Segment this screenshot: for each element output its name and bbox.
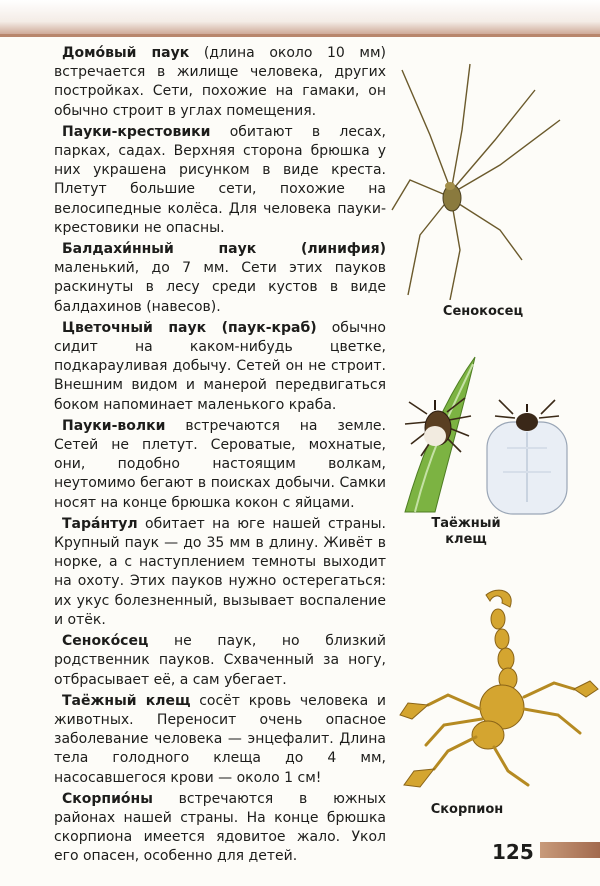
caption-harvestman: Сенокосец xyxy=(442,304,524,319)
page-number: 125 xyxy=(492,840,534,864)
body-harvestman: не паук, но близкий родственник пауков. Схваченный за ногу, отбрасывает её, а сам убегает. xyxy=(54,633,386,688)
paragraph-cross-spider xyxy=(54,123,386,238)
page-header-band xyxy=(0,0,600,36)
body-wolf-spider: встречаются на земле. Сетей не плетут. Сероватые, мохнатые, они, подобно настоящим волкам, неутомимо бегают в поисках добычи. Самки носят на конце брюшка кокон с яйцами. xyxy=(54,417,386,511)
body-tick: сосёт кровь человека и животных. Переносит очень опасное заболевание человека — энцефалит. Длина тела голодного клеща до 4 мм, насосавшегося крови — около 1 см! xyxy=(54,692,386,786)
term-house-spider: Домо́вый паук xyxy=(62,45,190,61)
text-column xyxy=(54,44,386,869)
paragraph-house-spider xyxy=(54,44,386,121)
body-house-spider: (длина около 10 мм) встречается в жилище человека, других постройках. Сети, похожие на гамаки, он обычно строит в углах помещения. xyxy=(54,45,386,119)
term-tick: Таёжный клещ xyxy=(62,692,191,709)
paragraph-harvestman xyxy=(54,632,386,690)
paragraph-tarantula xyxy=(54,515,386,630)
caption-tick-line2: клещ xyxy=(445,532,487,547)
term-scorpion: Скорпио́ны xyxy=(62,790,153,807)
paragraph-crab-spider xyxy=(54,319,386,415)
body-scorpion: встречаются в южных районах нашей страны. На конце брюшка скорпиона имеется ядовитое жало. Укол его опасен, особенно для детей. xyxy=(54,790,386,865)
body-crab-spider: обычно сидит на каком-нибудь цветке, подкарауливая добычу. Сетей он не строит. Внешним видом и манерой передвигаться боком напоминает маленького краба. xyxy=(54,319,386,413)
caption-tick xyxy=(416,516,516,548)
caption-tick-line1: Таёжный xyxy=(431,516,501,531)
tick-illustration xyxy=(395,352,600,517)
harvestman-illustration xyxy=(390,60,600,300)
term-wolf-spider: Пауки-волки xyxy=(62,417,166,434)
paragraph-wolf-spider xyxy=(54,417,386,513)
caption-scorpion: Скорпион xyxy=(430,802,504,817)
body-tarantula: обитает на юге нашей страны. Крупный паук — до 35 мм в длину. Живёт в норке, а с наступлением темноты выходит на охоту. Этих пауков нужно остерегаться: их укус болезненный, вызывает воспаление и отёк. xyxy=(54,515,386,628)
paragraph-linyphia xyxy=(54,240,386,317)
term-linyphia: Балдахи́нный паук (линифия) xyxy=(62,241,386,258)
paragraph-tick xyxy=(54,692,386,788)
header-rule xyxy=(0,34,600,37)
body-cross-spider: обитают в лесах, парках, садах. Верхняя сторона брюшка у них украшена рисунком в виде креста. Плетут большие сети, похожие на велосипедные колёса. Для человека пауки-крестовики не опасны. xyxy=(54,123,386,236)
term-crab-spider: Цветочный паук (паук-краб) xyxy=(62,319,317,336)
term-tarantula: Тара́нтул xyxy=(62,515,138,532)
paragraph-scorpion xyxy=(54,790,386,867)
scorpion-illustration xyxy=(398,585,600,795)
page-number-band xyxy=(540,842,600,858)
term-harvestman: Сеноко́сец xyxy=(62,633,149,650)
term-cross-spider: Пауки-крестовики xyxy=(62,123,211,140)
body-linyphia: маленький, до 7 мм. Сети этих пауков раскинуты в лесу среди кустов в виде балдахинов (навесов). xyxy=(54,260,386,315)
